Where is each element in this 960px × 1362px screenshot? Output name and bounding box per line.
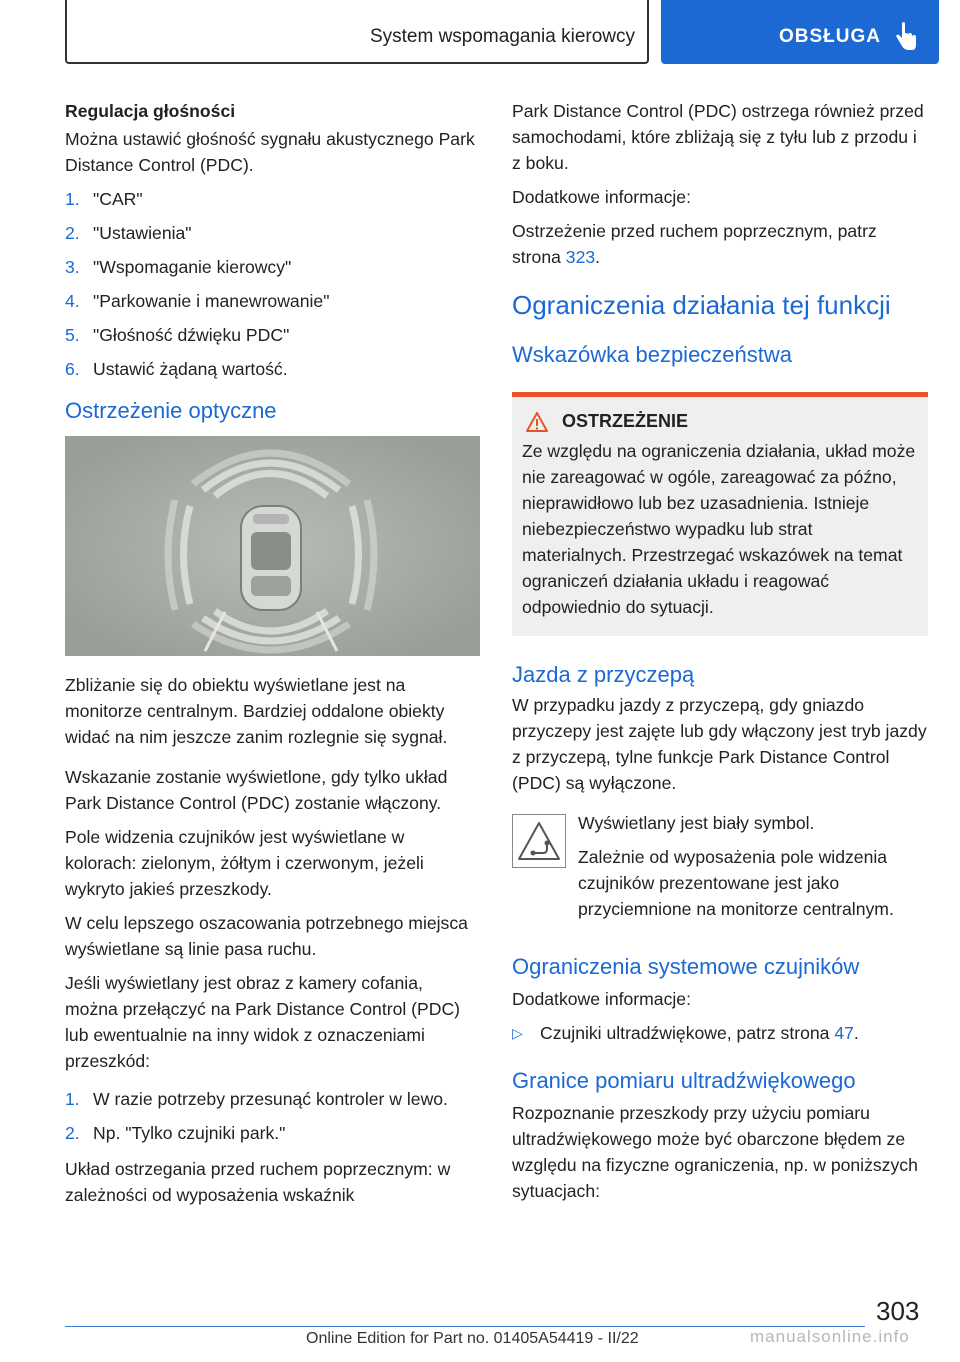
list-item: 2. Np. "Tylko czujniki park."	[65, 1123, 286, 1143]
pdc-car-illustration	[65, 436, 480, 656]
paragraph: Dodatkowe informacje:	[512, 187, 691, 207]
trailer-heading: Jazda z przyczepą	[512, 662, 695, 687]
list-item: 1. "CAR"	[65, 189, 143, 209]
pointing-hand-icon	[893, 22, 919, 52]
paragraph: Zależnie od wyposażenia pole widzenia czujników prezentowane jest jako przyciemnione na monitorze centralnym.	[578, 847, 894, 919]
paragraph: Ostrzeżenie przed ruchem poprzecznym, patrz strona 323.	[512, 221, 877, 267]
triangle-bullet-icon: ▷	[512, 1025, 523, 1041]
safety-heading: Wskazówka bezpieczeństwa	[512, 342, 793, 367]
list-item: 5. "Głośność dźwięku PDC"	[65, 325, 290, 345]
symbol-row	[512, 810, 928, 922]
camera-steps-list	[65, 1086, 480, 1146]
paragraph: W celu lepszego oszacowania potrzebnego miejsca wyświetlane są linie pasa ruchu.	[65, 913, 468, 959]
section-title: System wspomagania kierowcy	[369, 26, 635, 47]
page-link-323[interactable]: 323	[565, 247, 596, 267]
optical-warning-heading: Ostrzeżenie optyczne	[65, 398, 277, 423]
symbol-text: Wyświetlany jest biały symbol.	[578, 813, 815, 833]
limits-heading: Ograniczenia działania tej funkcji	[512, 290, 891, 320]
right-column	[512, 98, 928, 1212]
list-item: 2. "Ustawienia"	[65, 223, 192, 243]
volume-intro: Można ustawić głośność sygnału akustycznego Park Distance Control (PDC).	[65, 129, 475, 175]
warning-triangle-icon	[526, 412, 548, 432]
header-tab[interactable]	[661, 0, 939, 64]
warning-text: Ze względu na ograniczenia działania, układ może nie zareagować w ogóle, zareagować za późno, nieprawidłowo lub bez uzasadnienia. Istnieje niebezpieczeństwo wypadku lub strat materialnych. Przestrzegać wskazówek na temat ograniczeń działania układu i reagować odpowiednio do sytuacji.	[522, 441, 916, 617]
trailer-symbol-icon	[512, 814, 566, 868]
pdc-display-image	[65, 436, 480, 656]
footer-edition: Online Edition for Part no. 01405A54419 - II/22	[306, 1330, 639, 1347]
paragraph: Dodatkowe informacje:	[512, 989, 691, 1009]
paragraph: Zbliżanie się do obiektu wyświetlane jest na monitorze centralnym. Bardziej oddalone obiekty widać na nim jeszcze zanim rozlegnie się sygnał.	[65, 675, 448, 747]
list-item: 6. Ustawić żądaną wartość.	[65, 359, 288, 379]
paragraph: Układ ostrzegania przed ruchem poprzecznym: w zależności od wyposażenia wskaźnik	[65, 1159, 451, 1205]
paragraph: Jeśli wyświetlany jest obraz z kamery cofania, można przełączyć na Park Distance Control (PDC) lub ewentualnie na inny widok z oznaczeniami przeszkód:	[65, 973, 461, 1071]
measure-heading: Granice pomiaru ultradźwiękowego	[512, 1068, 856, 1093]
paragraph: Wskazanie zostanie wyświetlone, gdy tylko układ Park Distance Control (PDC) zostanie włączony.	[65, 767, 448, 813]
left-column	[65, 98, 480, 1216]
header-section-box	[65, 0, 649, 64]
watermark: manualsonline.info	[750, 1327, 910, 1346]
volume-steps-list	[65, 186, 480, 382]
volume-heading: Regulacja głośności	[65, 101, 236, 121]
tab-label: OBSŁUGA	[779, 26, 881, 47]
paragraph: Park Distance Control (PDC) ostrzega również przed samochodami, które zbliżają się z tyłu lub z przodu i z boku.	[512, 101, 924, 173]
list-item: 3. "Wspomaganie kierowcy"	[65, 257, 292, 277]
paragraph: Pole widzenia czujników jest wyświetlane w kolorach: zielonym, żółtym i czerwonym, jeżeli wykryto jakieś przeszkody.	[65, 827, 424, 899]
warning-box	[512, 397, 928, 636]
page-number: 303	[876, 1296, 920, 1326]
sensors-list	[512, 1020, 928, 1046]
list-item: 4. "Parkowanie i manewrowanie"	[65, 291, 330, 311]
sensors-heading: Ograniczenia systemowe czujników	[512, 954, 860, 979]
list-item: ▷ Czujniki ultradźwiękowe, patrz strona 47.	[512, 1020, 928, 1046]
footer-divider	[65, 1326, 865, 1327]
paragraph: Rozpoznanie przeszkody przy użyciu pomiaru ultradźwiękowego może być obarczone błędem ze względu na fizyczne ograniczenia, np. w poniższych sytuacjach:	[512, 1103, 918, 1201]
list-item: 1. W razie potrzeby przesunąć kontroler w lewo.	[65, 1089, 448, 1109]
paragraph: W przypadku jazdy z przyczepą, gdy gniazdo przyczepy jest zajęte lub gdy włączony jest tryb jazdy z przyczepą, tylne funkcje Park Distance Control (PDC) są wyłączone.	[512, 695, 927, 793]
warning-title: OSTRZEŻENIE	[562, 411, 689, 431]
page-link-47[interactable]: 47	[834, 1023, 854, 1043]
